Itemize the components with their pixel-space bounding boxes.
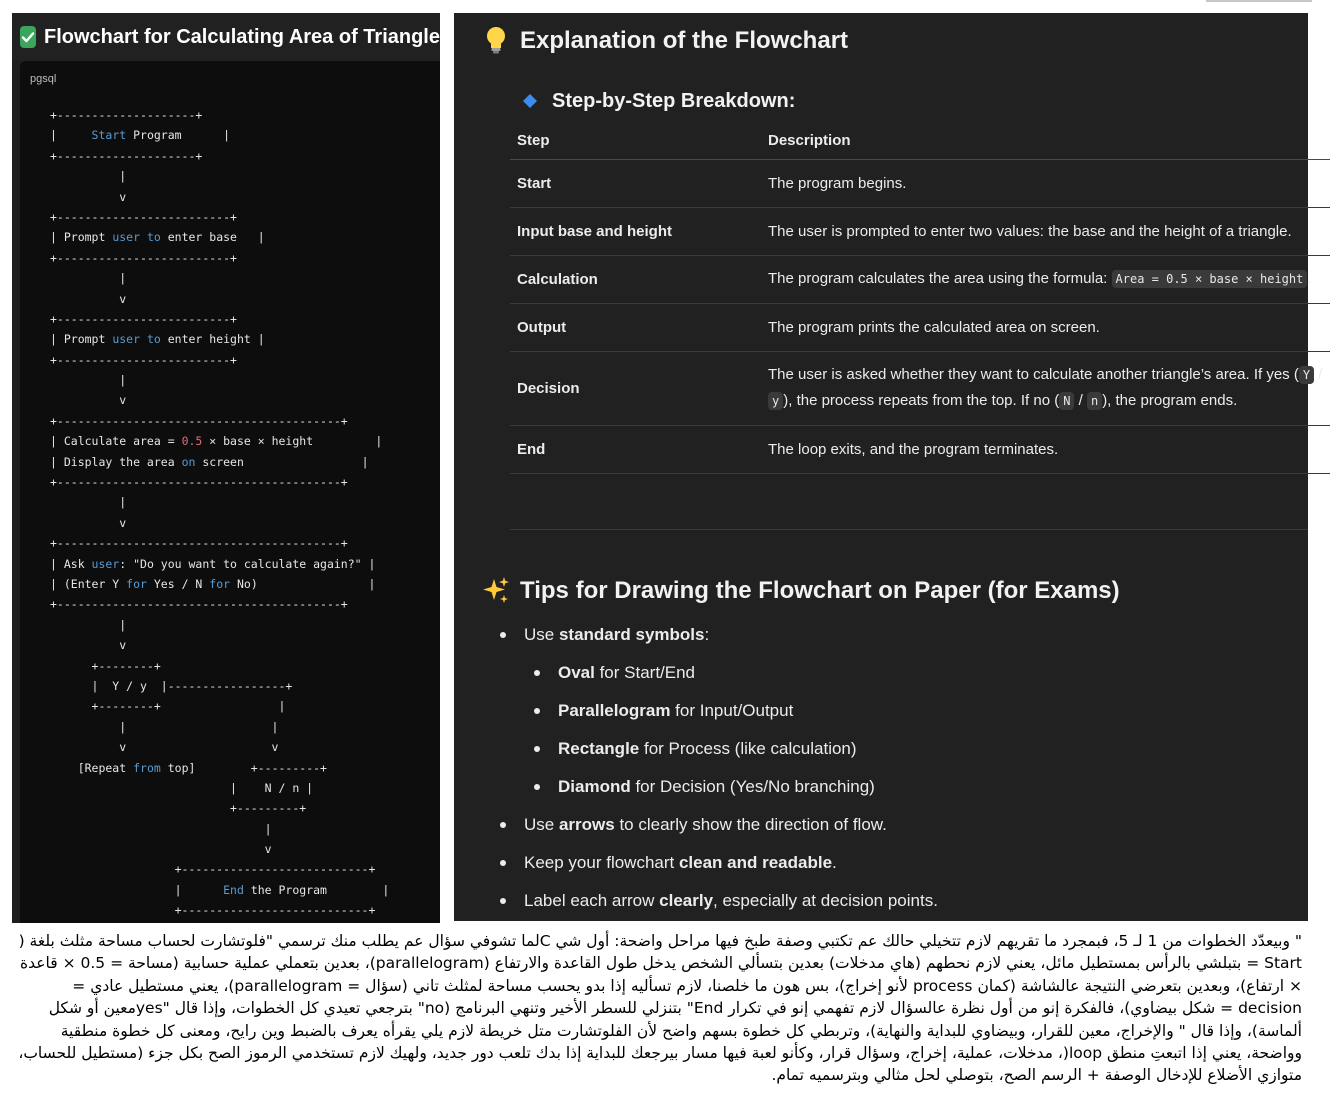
tip-text: Diamond xyxy=(558,777,631,796)
top-scroll-indicator xyxy=(1206,0,1312,2)
bullet-icon xyxy=(534,746,540,752)
tips-heading-text: Tips for Drawing the Flowchart on Paper (for Exams) xyxy=(520,577,1120,604)
code-token: for xyxy=(209,576,231,591)
code-token: enter base | xyxy=(160,230,265,245)
code-line xyxy=(50,696,389,716)
code-token xyxy=(140,230,147,244)
tips-list xyxy=(524,623,938,927)
code-token: +-----------------------------------------+ xyxy=(50,597,348,612)
code-token: | Y / y |-----------------+ xyxy=(50,678,293,693)
code-token: | xyxy=(50,169,127,184)
code-token: v xyxy=(50,393,127,408)
bullet-icon xyxy=(500,898,506,904)
code-token: | xyxy=(50,373,127,388)
code-token: +-------------------------+ xyxy=(50,250,237,265)
tip-item xyxy=(524,813,938,851)
blue-diamond-icon xyxy=(522,93,538,109)
code-line xyxy=(50,329,389,349)
code-token: +-------------------------+ xyxy=(50,311,237,326)
code-line xyxy=(50,268,389,288)
lightbulb-icon xyxy=(482,25,510,55)
code-token: No) | xyxy=(230,576,376,591)
inline-code: Area = 0.5 × base × height xyxy=(1112,270,1308,288)
step-description xyxy=(761,207,1330,255)
tip-text: standard symbols xyxy=(558,625,705,644)
description-text: ), the process repeats from the top. If no ( xyxy=(783,392,1060,409)
tip-text: clearly xyxy=(659,891,714,910)
explanation-heading-text: Explanation of the Flowchart xyxy=(520,27,849,54)
bullet-icon xyxy=(500,860,506,866)
code-token: [Repeat xyxy=(50,760,134,775)
table-row xyxy=(510,255,1330,303)
code-line xyxy=(50,187,389,207)
code-token: user xyxy=(112,332,141,347)
step-description xyxy=(761,351,1330,425)
tip-text: Oval xyxy=(558,663,595,682)
code-token: +---------------------------+ xyxy=(50,862,376,877)
code-line xyxy=(50,146,389,166)
tip-text: clean and readable xyxy=(678,853,833,872)
sparkles-icon xyxy=(482,575,510,605)
code-token: +--------------------+ xyxy=(50,148,203,163)
code-token: user xyxy=(91,556,120,571)
code-token: | Ask xyxy=(50,556,92,571)
code-line xyxy=(50,839,389,859)
code-token: +---------+ xyxy=(50,801,307,816)
code-line xyxy=(50,778,389,798)
code-language-label: pgsql xyxy=(30,73,57,85)
table-row xyxy=(510,159,1330,207)
code-line xyxy=(50,880,389,900)
steps-heading xyxy=(552,87,795,115)
code-line xyxy=(50,309,389,329)
code-line xyxy=(50,737,389,757)
step-name: End xyxy=(510,425,761,473)
step-description xyxy=(761,425,1330,473)
tip-text: for Start/End xyxy=(594,663,696,682)
code-token: | xyxy=(50,271,127,286)
tip-item xyxy=(524,889,938,927)
code-token: Start xyxy=(91,128,127,143)
code-token: v xyxy=(50,291,127,306)
code-token: +-----------------------------------------+ xyxy=(50,536,348,551)
explanation-panel xyxy=(454,13,1323,921)
code-line xyxy=(50,758,389,778)
tip-text: Parallelogram xyxy=(558,701,671,720)
code-line xyxy=(50,615,389,635)
step-name: Output xyxy=(510,303,761,351)
code-token: | Prompt xyxy=(50,332,113,347)
step-name: Start xyxy=(510,159,761,207)
code-line xyxy=(50,492,389,512)
tip-text: Keep your flowchart xyxy=(524,853,679,872)
code-token: for xyxy=(126,576,147,591)
code-token: | Calculate area = xyxy=(50,434,182,449)
inline-code: y xyxy=(768,392,783,410)
code-token: | Prompt xyxy=(50,230,113,245)
code-line xyxy=(50,798,389,818)
section-divider xyxy=(510,529,1308,530)
code-token: | xyxy=(50,882,224,897)
code-line xyxy=(50,859,389,879)
code-line xyxy=(50,207,389,227)
steps-table xyxy=(510,123,1330,474)
tip-text: Use xyxy=(524,625,559,644)
tip-item xyxy=(524,699,938,737)
step-description xyxy=(761,255,1330,303)
code-line xyxy=(50,819,389,839)
code-line xyxy=(50,676,389,696)
code-token: top] +---------+ xyxy=(160,760,327,775)
code-token: the Program | xyxy=(243,882,390,897)
code-token: enter height | xyxy=(160,332,265,347)
description-text: The loop exits, and the program terminates. xyxy=(768,440,1059,458)
description-text: / xyxy=(1314,366,1323,383)
tip-text: Use xyxy=(524,815,559,834)
tip-text: to clearly show the direction of flow. xyxy=(614,815,887,834)
description-text: The user is prompted to enter two values: the base and the height of a triangle. xyxy=(768,222,1292,240)
bullet-icon xyxy=(500,822,506,828)
code-line xyxy=(50,227,389,247)
tip-text: arrows xyxy=(558,815,615,834)
code-token: | xyxy=(50,128,92,143)
panel-title: Flowchart for Calculating Area of Triangle xyxy=(44,25,440,48)
code-content xyxy=(50,105,389,921)
code-token: on xyxy=(181,454,196,469)
code-line xyxy=(50,594,389,614)
description-text: . xyxy=(1307,270,1312,287)
inline-code: Y xyxy=(1299,366,1314,384)
code-token: +--------+ xyxy=(50,658,161,673)
table-row xyxy=(510,425,1330,473)
step-name: Input base and height xyxy=(510,207,761,255)
code-token: +-------------------------+ xyxy=(50,352,237,367)
panel-header xyxy=(12,13,440,61)
code-line xyxy=(50,411,389,431)
tip-text: for Decision (Yes/No branching) xyxy=(630,777,875,796)
code-line xyxy=(50,554,389,574)
step-description xyxy=(761,159,1330,207)
code-token: +-------------------------+ xyxy=(50,209,237,224)
column-header-description: Description xyxy=(761,123,1330,159)
tip-item xyxy=(524,737,938,775)
table-row xyxy=(510,303,1330,351)
flowchart-code-panel xyxy=(12,13,440,923)
code-token: v xyxy=(50,842,272,857)
code-line xyxy=(50,166,389,186)
code-line xyxy=(50,574,389,594)
tip-text: , especially at decision points. xyxy=(713,891,938,910)
code-token: 0.5 xyxy=(181,434,203,449)
code-token: | xyxy=(50,821,272,836)
code-token: screen | xyxy=(195,454,369,469)
code-token: +-----------------------------------------+ xyxy=(50,413,348,428)
code-line xyxy=(50,390,389,410)
code-line xyxy=(50,717,389,737)
tip-text: for Input/Output xyxy=(670,701,794,720)
code-token: × base × height | xyxy=(202,434,383,449)
code-block xyxy=(20,61,440,923)
code-token: to xyxy=(146,332,161,347)
code-line xyxy=(50,635,389,655)
description-text: The user is asked whether they want to calculate another triangle’s area. If yes ( xyxy=(768,366,1299,383)
code-token: End xyxy=(223,882,244,897)
code-line xyxy=(50,248,389,268)
code-line xyxy=(50,125,389,145)
code-token: v xyxy=(50,638,127,653)
code-token: | xyxy=(50,495,127,510)
tips-heading xyxy=(520,575,1120,607)
tip-text: : xyxy=(704,625,710,644)
step-description xyxy=(761,303,1330,351)
code-token: user xyxy=(112,230,141,245)
tip-item xyxy=(524,851,938,889)
step-name: Calculation xyxy=(510,255,761,303)
code-token: | N / n | xyxy=(50,780,314,795)
code-line xyxy=(50,370,389,390)
code-token: | Display the area xyxy=(50,454,182,469)
code-token: v xyxy=(50,515,127,530)
code-token: +---------------------------+ xyxy=(50,903,376,918)
code-token: to xyxy=(146,230,161,245)
description-text: / xyxy=(1074,392,1087,409)
code-token: | xyxy=(50,617,127,632)
inline-code: N xyxy=(1059,392,1074,410)
code-token: Yes / N xyxy=(146,576,210,591)
description-text: ), the program ends. xyxy=(1102,392,1238,409)
code-line xyxy=(50,472,389,492)
table-row xyxy=(510,207,1330,255)
explanation-heading xyxy=(520,25,848,57)
code-token: +--------+ | xyxy=(50,699,286,714)
bullet-icon xyxy=(534,670,540,676)
code-line xyxy=(50,452,389,472)
tip-text: . xyxy=(832,853,837,872)
tip-text: Rectangle xyxy=(558,739,640,758)
table-header-row xyxy=(510,123,1330,159)
tip-item xyxy=(524,775,938,813)
bullet-icon xyxy=(534,784,540,790)
tip-text: Label each arrow xyxy=(524,891,660,910)
code-line xyxy=(50,289,389,309)
description-text: The program begins. xyxy=(768,174,907,192)
code-token: | (Enter Y xyxy=(50,576,127,591)
code-line xyxy=(50,533,389,553)
code-line xyxy=(50,656,389,676)
steps-heading-text: Step-by-Step Breakdown: xyxy=(552,89,796,112)
code-line xyxy=(50,105,389,125)
code-token: +-----------------------------------------+ xyxy=(50,475,348,490)
step-name: Decision xyxy=(510,351,761,425)
table-row xyxy=(510,351,1330,425)
code-token: +--------------------+ xyxy=(50,108,203,122)
tip-text: for Process (like calculation) xyxy=(639,739,857,758)
column-header-step: Step xyxy=(510,123,761,159)
code-token: from xyxy=(133,760,161,775)
tip-item xyxy=(524,623,938,661)
code-line xyxy=(50,513,389,533)
bullet-icon xyxy=(534,708,540,714)
code-token: v xyxy=(50,189,127,204)
code-token: Program | xyxy=(126,128,231,143)
check-mark-icon xyxy=(20,26,36,48)
tip-item xyxy=(524,661,938,699)
code-token: | | xyxy=(50,719,279,734)
inline-code: n xyxy=(1087,392,1102,410)
bullet-icon xyxy=(500,632,506,638)
description-text: The program prints the calculated area on screen. xyxy=(768,318,1100,336)
code-line xyxy=(50,431,389,451)
description-text: The program calculates the area using the formula: xyxy=(768,270,1112,287)
code-token: : "Do you want to calculate again?" | xyxy=(119,556,376,571)
code-token xyxy=(140,332,147,346)
code-line xyxy=(50,350,389,370)
code-line xyxy=(50,900,389,920)
arabic-paragraph: " وبيعدّد الخطوات من 1 لـ 5، فبمجرد ما تقريهم لازم تتخيلي حالك عم تكتبي وصفة طبخ فيها مراحل واضحة: أول شي Cلما تشوفي سؤال عم يطلب منك ترسمي "فلوتشارت لحساب مساحة مثلث بلغة ( Start = بتبلشي بالرأس بمستطيل مائل، يعني لازم نحطهم (هاي مدخلات) بعدين بتسألي الشخص يدخل طول القاعدة والارتفاع (parallelogram)، بعدين بتعملي عملية حسابية (مساحة = 0.5 × قاعدة × ارتفاع)، وبعدين بتعرضي النتيجة عالشاشة (كمان process لأنو إخراج)، بس هون ما خلصنا، لازم تسأليه إذا بدو يحسب مساحة لمثلث تاني (سؤال = parallelogram)، يعني مستطيل عادي = decision = شكل بيضاوي)، فالفكرة إنو من أول نظرة عالسؤال لازم تفهمي إنو في تكرار End" بتنزلي للسطر الأخير وتنهي البرنامج (no" بترجعي تعيدي كل الخطوات، وإذا قال "yesمعين أو شكل ألماسة)، وإذا قال " والإخراج، معين للقرار، وبيضاوي للبداية والنهاية)، وتربطي كل خطوة بسهم واضح لأن الفلوتشارت متل خريطة لازم يلي يقرأه يعرف بالضبط وين رايح، ومعنى كل خطوة منطقية وواضحة، يعني إذا اتبعتِ منطق loop(، مدخلات، عملية، إخراج، وسؤال قرار، وكأنو لعبة فيها مسار بيرجعك للبداية إذا بدك تلعب دور جديد، ولهيك لازم تستخدمي الرموز الصح بكل جزء (مستطيل للحساب، متوازي الأضلاع للإدخال الوصفة + الرسم الصح، بتوصلي لحل مثالي وبترسميه تمام. xyxy=(18,932,1302,1085)
code-token: v v xyxy=(50,740,279,755)
